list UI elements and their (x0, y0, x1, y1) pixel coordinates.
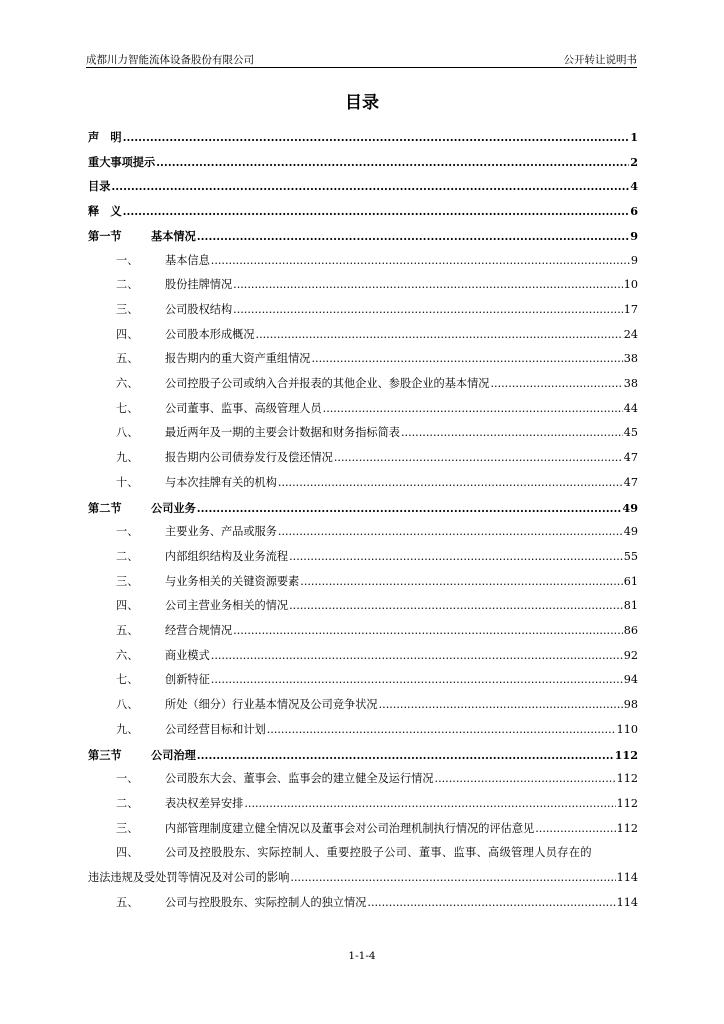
toc-entry-title: 报告期内公司债券发行及偿还情况 (165, 451, 333, 465)
toc-dot-leader (300, 575, 622, 589)
toc-entry-page: 9 (630, 253, 638, 267)
toc-entry-title: 表决权差异安排 (165, 796, 244, 810)
toc-dot-leader (197, 229, 629, 243)
toc-entry-number: 五、 (116, 352, 139, 366)
toc-entry-title: 公司与控股股东、实际控制人的独立情况 (165, 895, 367, 909)
toc-entry-title: 最近两年及一期的主要会计数据和财务指标简表 (165, 426, 400, 440)
toc-dot-leader (197, 501, 622, 515)
toc-entry[interactable] (88, 420, 638, 440)
toc-dot-leader (211, 649, 623, 663)
toc-entry-number: 八、 (116, 426, 139, 440)
toc-entry-title: 创新特征 (165, 673, 210, 687)
toc-dot-leader (233, 624, 623, 638)
toc-entry-page: 1 (630, 130, 638, 144)
toc-entry-page: 47 (623, 451, 638, 465)
toc-entry-page: 49 (623, 525, 638, 539)
toc-entry[interactable] (88, 618, 638, 638)
toc-entry-title: 商业模式 (165, 648, 210, 662)
toc-entry-page: 114 (616, 895, 638, 909)
toc-entry-number: 五、 (116, 895, 139, 909)
toc-dot-leader (289, 599, 623, 613)
toc-entry-title: 公司经营目标和计划 (165, 722, 266, 736)
toc-entry-page: 86 (623, 624, 638, 637)
toc-entry-page: 44 (623, 401, 638, 415)
toc-entry-number: 第一节 (88, 228, 122, 243)
toc-dot-leader (233, 278, 623, 292)
toc-entry[interactable] (88, 569, 638, 589)
toc-entry-number: 七、 (116, 401, 139, 415)
toc-entry-title: 基本信息 (165, 253, 210, 267)
toc-entry-page: 92 (623, 648, 638, 662)
toc-entry-page: 98 (623, 698, 638, 712)
toc-entry-title: 公司主营业务相关的情况 (165, 599, 289, 613)
toc-entry-number: 三、 (116, 302, 139, 316)
toc-dot-leader (267, 723, 616, 737)
toc-entry-page: 94 (623, 673, 638, 687)
toc-entry-number: 二、 (116, 549, 139, 563)
page-number: 1-1-4 (348, 950, 376, 962)
toc-dot-leader (123, 130, 630, 144)
toc-entry-title: 内部组织结构及业务流程 (165, 549, 289, 563)
toc-entry-page: 49 (622, 500, 638, 515)
toc-entry[interactable] (88, 643, 638, 663)
toc-entry[interactable] (88, 667, 638, 687)
toc-entry-title: 释 义 (88, 204, 122, 219)
toc-entry-title: 公司董事、监事、高级管理人员 (165, 401, 322, 415)
toc-entry-number: 九、 (116, 722, 139, 736)
toc-entry[interactable] (88, 322, 638, 342)
toc-entry-number: 四、 (116, 846, 139, 860)
toc-entry-title: 主要业务、产品或服务 (165, 525, 277, 539)
toc-dot-leader (256, 328, 623, 342)
toc-entry-number: 五、 (116, 624, 139, 637)
toc-entry[interactable] (88, 717, 638, 737)
toc-entry-title: 公司股东大会、董事会、监事会的建立健全及运行情况 (165, 772, 434, 786)
toc-dot-leader (278, 476, 623, 490)
toc-entry-page: 112 (616, 821, 638, 835)
toc-entry-number: 一、 (116, 772, 139, 786)
toc-entry-title: 目录 (88, 179, 111, 194)
toc-dot-leader (323, 402, 623, 416)
toc-entry-page: 9 (630, 228, 638, 243)
toc-entry[interactable] (88, 519, 638, 539)
toc-entry-page: 38 (623, 377, 638, 390)
toc-entry-page: 47 (623, 475, 638, 489)
toc-entry-page: 6 (630, 204, 638, 219)
toc-entry-number: 八、 (116, 698, 139, 712)
toc-entry[interactable] (88, 396, 638, 416)
toc-entry[interactable] (88, 272, 638, 292)
toc-dot-leader (289, 550, 623, 564)
toc-dot-leader (156, 155, 629, 169)
toc-entry-page: 55 (623, 549, 638, 563)
toc-entry-number: 二、 (116, 796, 139, 810)
toc-entry[interactable] (88, 248, 638, 268)
toc-entry-page: 10 (623, 278, 638, 292)
toc-entry-page: 114 (616, 871, 638, 884)
toc-entry-page: 81 (623, 599, 638, 613)
toc-dot-leader (244, 797, 615, 811)
toc-entry[interactable] (88, 149, 638, 169)
toc-entry-number: 六、 (116, 648, 139, 662)
toc-entry-number: 第三节 (88, 747, 122, 762)
toc-dot-leader (311, 352, 622, 366)
toc-entry-title: 经营合规情况 (165, 624, 233, 637)
toc-entry-number: 四、 (116, 599, 139, 613)
toc-entry-page: 61 (623, 574, 638, 588)
toc-entry-page: 110 (616, 722, 638, 736)
toc-entry[interactable] (88, 495, 638, 515)
toc-entry[interactable] (88, 890, 638, 910)
toc-entry-page: 17 (623, 302, 638, 316)
toc-entry-number: 一、 (116, 253, 139, 267)
toc-entry[interactable] (88, 223, 638, 243)
toc-entry[interactable] (88, 593, 638, 613)
header-doc-title: 公开转让说明书 (563, 54, 637, 66)
toc-entry-number: 四、 (116, 327, 139, 341)
toc-entry-number: 二、 (116, 278, 139, 292)
toc-dot-leader (211, 673, 623, 687)
toc-dot-leader (401, 426, 623, 440)
toc-entry-title: 公司股本形成概况 (165, 327, 255, 341)
toc-entry[interactable] (88, 865, 638, 885)
toc-entry[interactable] (88, 544, 638, 564)
toc-entry-page: 24 (623, 327, 638, 341)
page-title: 目录 (345, 93, 379, 113)
toc-entry-title: 公司治理 (151, 747, 196, 762)
toc-entry[interactable] (88, 297, 638, 317)
toc-entry-title: 股份挂牌情况 (165, 278, 233, 292)
toc-entry[interactable] (88, 791, 638, 811)
toc-dot-leader (197, 748, 614, 762)
toc-entry-title: 基本情况 (151, 228, 196, 243)
toc-dot-leader (334, 451, 623, 465)
page-header (86, 50, 637, 68)
toc-dot-leader (233, 303, 623, 317)
toc-dot-leader (211, 254, 630, 268)
toc-entry-page: 4 (630, 179, 638, 194)
toc-entry-number: 九、 (116, 451, 139, 465)
toc-entry[interactable] (88, 470, 638, 490)
toc-entry[interactable] (88, 816, 638, 836)
toc-entry[interactable] (88, 692, 638, 712)
toc-entry[interactable] (88, 346, 638, 366)
toc-entry-page: 45 (623, 426, 638, 440)
toc-entry-title: 内部管理制度建立健全情况以及董事会对公司治理机制执行情况的评估意见 (165, 821, 535, 835)
toc-entry[interactable] (88, 173, 638, 193)
toc-dot-leader (535, 822, 615, 836)
toc-entry[interactable] (88, 766, 638, 786)
toc-dot-leader (379, 698, 623, 712)
toc-dot-leader (435, 772, 616, 786)
toc-entry-title: 声 明 (88, 130, 122, 144)
toc-entry-number: 三、 (116, 821, 139, 835)
toc-entry-number: 六、 (116, 377, 139, 390)
toc-entry-title: 与业务相关的关键资源要素 (165, 574, 300, 588)
toc-entry-page: 38 (623, 352, 638, 366)
toc-entry-page: 112 (614, 747, 638, 762)
toc-entry-title: 所处（细分）行业基本情况及公司竞争状况 (165, 698, 378, 712)
toc-entry-title: 公司业务 (151, 500, 196, 515)
toc-entry-title: 违法违规及受处罚等情况及对公司的影响 (88, 871, 290, 884)
toc-entry[interactable] (88, 445, 638, 465)
header-company: 成都川力智能流体设备股份有限公司 (86, 54, 254, 66)
toc-entry-page: 2 (630, 154, 638, 169)
toc-entry[interactable] (88, 840, 638, 860)
toc-dot-leader (290, 871, 615, 885)
toc-entry-number: 第二节 (88, 500, 122, 515)
toc-dot-leader (367, 896, 615, 910)
toc-entry-page: 112 (616, 772, 638, 786)
toc-entry[interactable] (88, 124, 638, 144)
toc-entry-title: 公司股权结构 (165, 302, 233, 316)
toc-entry-title: 公司及控股股东、实际控制人、重要控股子公司、董事、监事、高级管理人员存在的 (165, 846, 592, 860)
toc-entry-number: 一、 (116, 525, 139, 539)
toc-entry-title: 与本次挂牌有关的机构 (165, 475, 277, 489)
toc-entry-title: 重大事项提示 (88, 154, 156, 169)
toc-entry-page: 112 (616, 796, 638, 810)
toc-entry[interactable] (88, 198, 638, 218)
toc-dot-leader (278, 525, 623, 539)
toc-entry[interactable] (88, 742, 638, 762)
toc-entry-title: 公司控股子公司或纳入合并报表的其他企业、参股企业的基本情况 (165, 377, 490, 390)
toc-entry-number: 七、 (116, 673, 139, 687)
toc-dot-leader (490, 377, 622, 391)
toc-entry-number: 三、 (116, 574, 139, 588)
toc-dot-leader (111, 179, 629, 193)
toc-entry[interactable] (88, 371, 638, 391)
toc-entry-number: 十、 (116, 475, 139, 489)
toc-dot-leader (123, 204, 630, 218)
toc-entry-title: 报告期内的重大资产重组情况 (165, 352, 311, 366)
